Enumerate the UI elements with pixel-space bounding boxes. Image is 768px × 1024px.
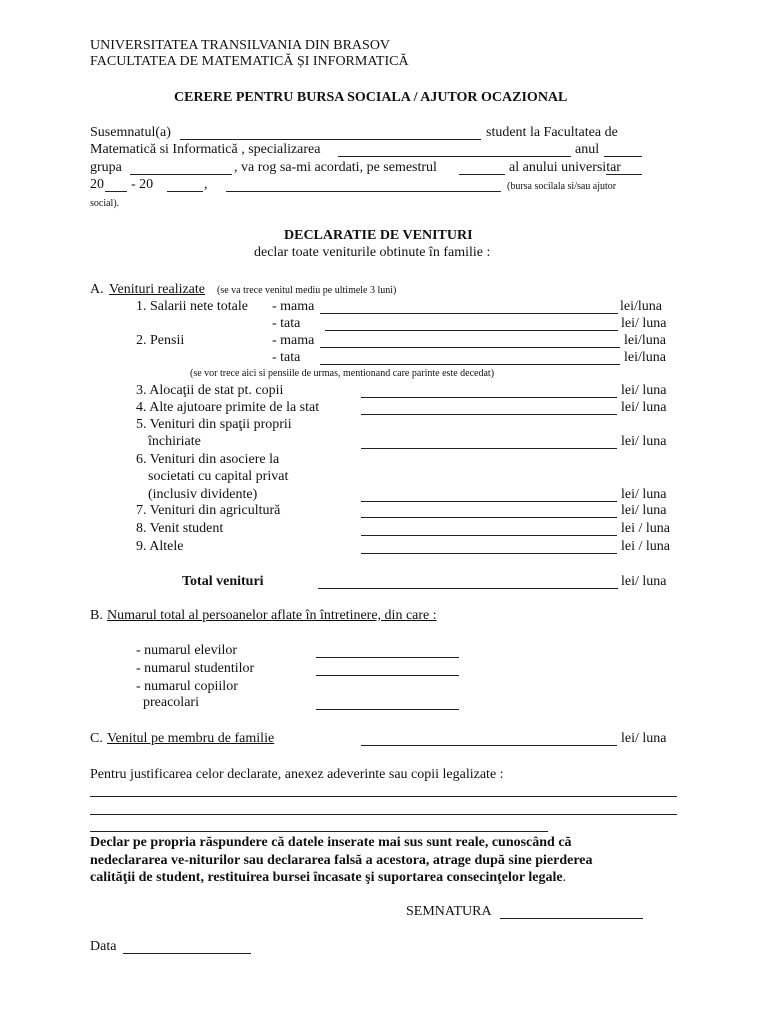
year-end-field-line[interactable]: [167, 191, 203, 192]
intro-semester-text: , va rog sa-mi acordati, pe semestrul: [234, 160, 437, 175]
other-income-unit: lei / luna: [621, 539, 670, 554]
name-field-line[interactable]: [180, 139, 481, 140]
intro-group-label: grupa: [90, 160, 122, 175]
academic-year-field-line[interactable]: [606, 174, 642, 175]
group-field-line[interactable]: [130, 174, 232, 175]
child-allowance-unit: lei/ luna: [621, 383, 667, 398]
aid-type-note: (bursa socilala si/sau ajutor: [507, 181, 617, 192]
date-field-line[interactable]: [123, 953, 251, 954]
salary-father-unit: lei/ luna: [621, 316, 667, 331]
salary-mother-unit: lei/luna: [620, 299, 662, 314]
specialization-field-line[interactable]: [338, 156, 571, 157]
pupils-count-label: - numarul elevilor: [136, 643, 238, 658]
agriculture-income-unit: lei/ luna: [621, 503, 667, 518]
other-income-field-line[interactable]: [361, 553, 617, 554]
statement-line-1: Declar pe propria răspundere că datele inserate mai sus sunt reale, cunoscând că: [90, 835, 572, 850]
intro-academic-year-text: al anului universitar: [509, 160, 621, 175]
justification-text: Pentru justificarea celor declarate, anexez adeverinte sau copii legalizate :: [90, 767, 504, 782]
section-b-title: Numarul total al persoanelor aflate în întretinere, din care :: [107, 608, 437, 623]
child-allowance-field-line[interactable]: [361, 397, 617, 398]
preschool-count-field-line[interactable]: [316, 709, 459, 710]
pension-note: (se vor trece aici si pensiile de urmas, mentionand care parinte este decedat): [190, 368, 495, 379]
salary-mother-label: - mama: [272, 299, 315, 314]
aid-type-note-end: social).: [90, 198, 120, 209]
form-title: CERERE PENTRU BURSA SOCIALA / AJUTOR OCAZIONAL: [174, 90, 568, 105]
income-per-member-field-line[interactable]: [361, 745, 617, 746]
section-b-label: B.: [90, 608, 103, 623]
rental-income-label: 5. Venituri din spaţii proprii: [136, 417, 292, 432]
other-income-label: 9. Altele: [136, 539, 184, 554]
state-aid-label: 4. Alte ajutoare primite de la stat: [136, 400, 320, 415]
total-income-unit: lei/ luna: [621, 574, 667, 589]
pension-mother-field-line[interactable]: [320, 347, 620, 348]
justification-line-1[interactable]: [90, 796, 677, 797]
university-name: UNIVERSITATEA TRANSILVANIA DIN BRASOV: [90, 38, 391, 53]
state-aid-field-line[interactable]: [361, 414, 617, 415]
total-income-field-line[interactable]: [318, 588, 618, 589]
rental-income-field-line[interactable]: [361, 448, 617, 449]
section-a-title: Venituri realizate: [109, 282, 206, 297]
semester-field-line[interactable]: [459, 174, 505, 175]
rental-income-label-cont: închiriate: [148, 434, 201, 449]
children-count-label: - numarul copiilor: [136, 679, 238, 694]
rental-income-unit: lei/ luna: [621, 434, 667, 449]
year-prefix-end: - 20: [131, 177, 154, 192]
association-income-label: 6. Venituri din asociere la: [136, 452, 280, 467]
year-field-line[interactable]: [604, 156, 642, 157]
student-income-field-line[interactable]: [361, 535, 617, 536]
children-count-label-cont: preacolari: [143, 695, 199, 710]
declaration-subtitle: declar toate veniturile obtinute în familie :: [254, 245, 491, 260]
statement-line-3: [90, 870, 566, 886]
declaration-title: DECLARATIE DE VENITURI: [284, 228, 473, 243]
salary-father-label: - tata: [272, 316, 301, 331]
pension-father-label: - tata: [272, 350, 301, 365]
salary-mother-field-line[interactable]: [320, 313, 618, 314]
date-label: Data: [90, 939, 117, 954]
pension-father-field-line[interactable]: [320, 364, 620, 365]
student-income-unit: lei / luna: [621, 521, 670, 536]
justification-line-2[interactable]: [90, 814, 677, 815]
intro-specialization-label: Matematică si Informatică , specializarea: [90, 142, 321, 157]
state-aid-unit: lei/ luna: [621, 400, 667, 415]
signature-label: SEMNATURA: [406, 904, 492, 919]
student-income-label: 8. Venit student: [136, 521, 224, 536]
signature-field-line[interactable]: [500, 918, 643, 919]
intro-comma: ,: [204, 177, 208, 192]
total-income-label: Total venituri: [182, 574, 264, 589]
association-income-field-line[interactable]: [361, 501, 617, 502]
intro-undersigned-label: Susemnatul(a): [90, 125, 171, 140]
section-a-label: A.: [90, 282, 104, 297]
section-c-title: Venitul pe membru de familie: [107, 731, 275, 746]
salary-father-field-line[interactable]: [325, 330, 618, 331]
intro-year-label: anul: [575, 142, 600, 157]
faculty-name: FACULTATEA DE MATEMATICĂ ȘI INFORMATICĂ: [90, 54, 409, 69]
child-allowance-label: 3. Alocaţii de stat pt. copii: [136, 383, 284, 398]
pension-mother-label: - mama: [272, 333, 315, 348]
statement-line-2: nedeclararea ve-niturilor sau declararea falsă a acestora, atrage după sine pierderea: [90, 853, 593, 868]
intro-student-text: student la Facultatea de: [486, 125, 618, 140]
income-per-member-unit: lei/ luna: [621, 731, 667, 746]
pension-label: 2. Pensii: [136, 333, 185, 348]
section-a-note: (se va trece venitul mediu pe ultimele 3 luni): [217, 285, 397, 296]
section-c-label: C.: [90, 731, 103, 746]
pension-mother-unit: lei/luna: [624, 333, 666, 348]
students-count-field-line[interactable]: [316, 675, 459, 676]
salary-label: 1. Salarii nete totale: [136, 299, 248, 314]
association-income-label-note: (inclusiv dividente): [148, 487, 258, 502]
year-start-field-line[interactable]: [105, 191, 127, 192]
statement-period: .: [562, 870, 567, 885]
agriculture-income-field-line[interactable]: [361, 517, 617, 518]
agriculture-income-label: 7. Venituri din agricultură: [136, 503, 281, 518]
justification-line-3[interactable]: [90, 831, 548, 832]
association-income-label-cont: societati cu capital privat: [148, 469, 289, 484]
association-income-unit: lei/ luna: [621, 487, 667, 502]
year-prefix-start: 20: [90, 177, 104, 192]
pension-father-unit: lei/luna: [624, 350, 666, 365]
students-count-label: - numarul studentilor: [136, 661, 255, 676]
pupils-count-field-line[interactable]: [316, 657, 459, 658]
statement-line-3-text: calităţii de student, restituirea bursei încasate şi suportarea consecinţelor legale: [90, 870, 563, 885]
aid-type-field-line[interactable]: [226, 191, 501, 192]
